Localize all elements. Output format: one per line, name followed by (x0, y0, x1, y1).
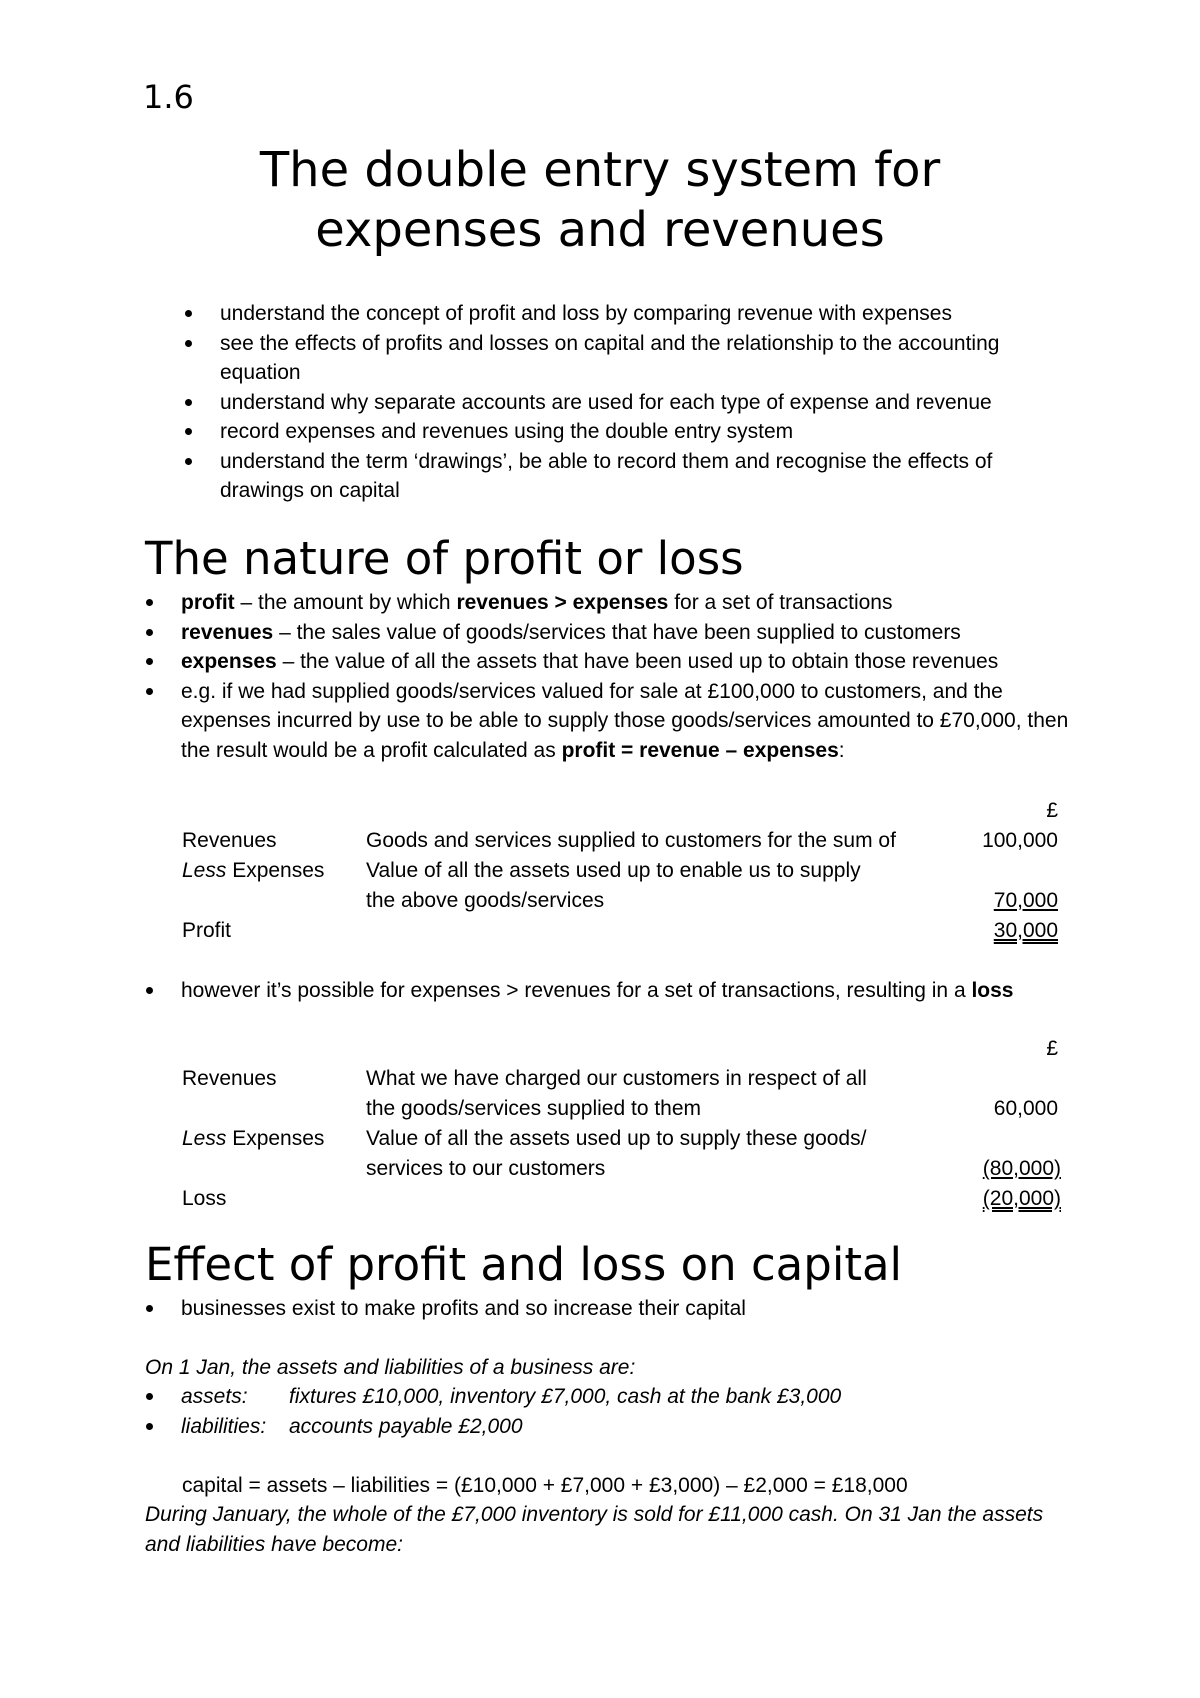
capital-equation: capital = assets – liabilities = (£10,000 + £7,000 + £3,000) – £2,000 = £18,000 (182, 1474, 908, 1497)
currency-header: £ (1046, 1037, 1058, 1060)
expenses-description-1: Value of all the assets used up to supply these goods/ (366, 1127, 867, 1150)
assets-liabilities-list (143, 1382, 1083, 1441)
revenues-amount: 60,000 (993, 1097, 1058, 1120)
loss-label: Loss (182, 1187, 227, 1210)
profit-text-end: for a set of transactions (668, 591, 893, 614)
less-word: Less (182, 859, 227, 882)
less-word: Less (182, 1127, 227, 1150)
objective-item: understand why separate accounts are used for each type of expense and revenue (182, 388, 1082, 418)
expenses-description-2: the above goods/services (366, 889, 605, 912)
profit-amount: 30,000 (993, 919, 1058, 942)
revenues-label: Revenues (182, 1067, 277, 1090)
revenues-description: Goods and services supplied to customers for the sum of (366, 829, 896, 852)
loss-note (143, 976, 1083, 1006)
definition-revenues (143, 618, 1083, 648)
title-line-1: The double entry system for (259, 142, 941, 198)
definition-expenses (143, 647, 1083, 677)
profit-text: – the amount by which (234, 591, 457, 614)
revenues-text: – the sales value of goods/services that have been supplied to customers (273, 620, 961, 644)
heading-nature-of-profit: The nature of profit or loss (145, 532, 744, 585)
expenses-description-1: Value of all the assets used up to enable us to supply (366, 859, 861, 882)
profit-formula: profit = revenue – expenses (561, 738, 839, 762)
learning-objectives-list (182, 299, 1082, 506)
expenses-word: Expenses (226, 859, 325, 882)
profit-label: Profit (182, 919, 232, 942)
term-expenses-inline: expenses (572, 591, 669, 614)
liabilities-label: liabilities: (181, 1414, 267, 1438)
page-title (130, 140, 1070, 260)
liabilities-item (143, 1412, 1083, 1442)
loss-amount: (20,000) (982, 1187, 1061, 1210)
objective-item: understand the term ‘drawings’, be able to record them and recognise the effects of drawings on capital (182, 447, 1082, 506)
term-revenues: revenues (181, 620, 274, 644)
january-text: During January, the whole of the £7,000 inventory is sold for £11,000 cash. On 31 Jan the assets and liabilities have become: (145, 1503, 1044, 1556)
example-intro: On 1 Jan, the assets and liabilities of a business are: (145, 1356, 636, 1379)
currency-header: £ (1046, 799, 1058, 822)
assets-label: assets: (181, 1385, 248, 1408)
liabilities-value: accounts payable £2,000 (289, 1414, 523, 1438)
example-colon: : (838, 738, 845, 762)
heading-effect-on-capital: Effect of profit and loss on capital (145, 1238, 903, 1291)
section-number: 1.6 (143, 78, 194, 116)
expenses-amount: (80,000) (982, 1157, 1061, 1180)
example-text: e.g. if we had supplied goods/services valued for sale at £100,000 to customers, and the expenses incurred by use to be able to supply those goods/services amounted to £70,000, then the result would be a profit calculated as (181, 679, 1069, 762)
definitions-list (143, 588, 1083, 765)
loss-note-list (143, 976, 1083, 1006)
expenses-text: – the value of all the assets that have been used up to obtain those revenues (276, 650, 999, 673)
capital-list (143, 1294, 1083, 1324)
term-revenues-inline: revenues (456, 591, 549, 614)
expenses-amount: 70,000 (993, 889, 1058, 912)
loss-note-text: however it’s possible for expenses > revenues for a set of transactions, resulting in a (181, 979, 972, 1002)
revenues-amount: 100,000 (982, 829, 1058, 852)
example-profit (143, 677, 1083, 766)
greater-than: > (548, 591, 573, 614)
assets-item (143, 1382, 1083, 1412)
revenues-description-1: What we have charged our customers in respect of all (366, 1067, 867, 1090)
title-line-2: expenses and revenues (315, 202, 885, 258)
objective-item: see the effects of profits and losses on capital and the relationship to the accounting equation (182, 329, 1082, 388)
capital-bullet: businesses exist to make profits and so increase their capital (143, 1294, 1083, 1324)
objective-item: understand the concept of profit and loss by comparing revenue with expenses (182, 299, 1082, 329)
expenses-description-2: services to our customers (366, 1157, 606, 1180)
expenses-word: Expenses (226, 1127, 325, 1150)
less-expenses-label (182, 856, 324, 886)
revenues-description-2: the goods/services supplied to them (366, 1097, 702, 1120)
objective-item: record expenses and revenues using the double entry system (182, 417, 1082, 447)
revenues-label: Revenues (182, 829, 277, 852)
assets-value: fixtures £10,000, inventory £7,000, cash at the bank £3,000 (289, 1385, 842, 1408)
term-profit: profit (181, 591, 235, 614)
term-expenses: expenses (181, 650, 277, 673)
definition-profit (143, 588, 1083, 618)
loss-word: loss (971, 979, 1014, 1002)
less-expenses-label (182, 1124, 324, 1154)
